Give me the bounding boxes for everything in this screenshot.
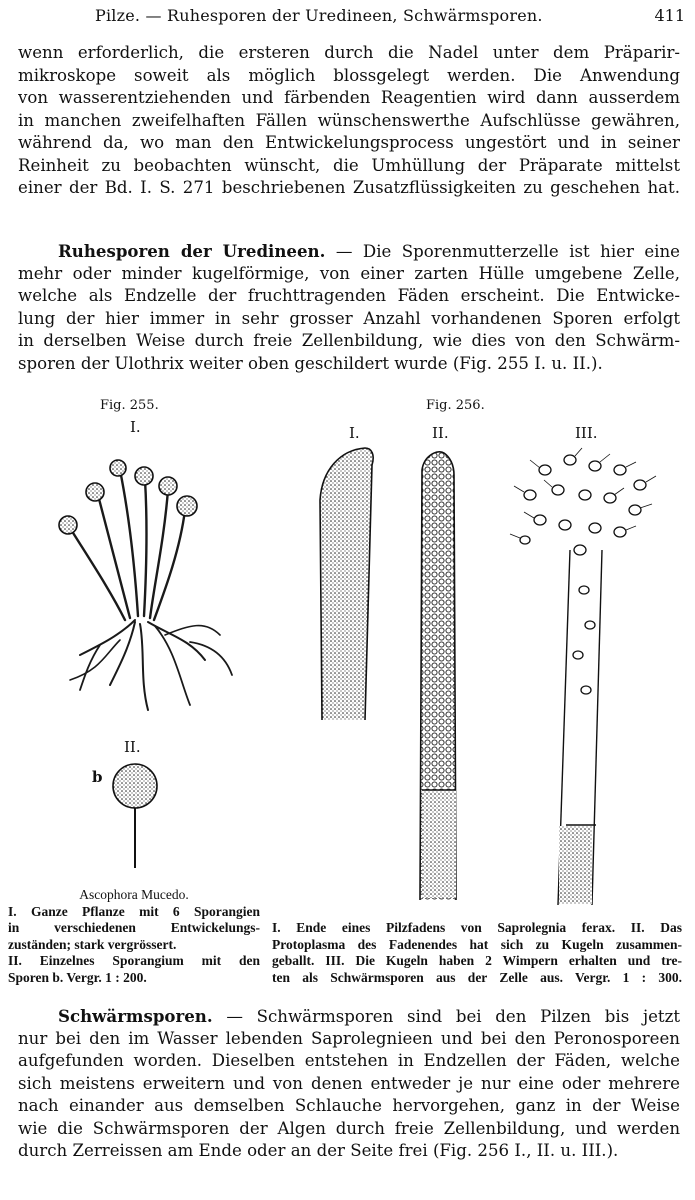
section-heading-ruhesporen: Ruhesporen der Uredineen. xyxy=(58,241,326,261)
fig256-caption xyxy=(272,920,682,986)
fig255-sporangium-drawing xyxy=(105,758,165,878)
text-line: in manchen zweifelhaften Fällen wünschenswerthe Aufschlüsse gewähren, xyxy=(18,110,680,130)
heading-continuation: — Schwärmsporen sind bei den Pilzen bis jetzt xyxy=(212,1007,680,1026)
caption-line: in verschiedenen Entwickelungs- xyxy=(8,920,260,935)
text-line: durch Zerreissen am Ende oder an der Seite frei (Fig. 256 I., II. u. III.). xyxy=(18,1141,619,1160)
caption-line: I. Ende eines Pilzfadens von Saprolegnia ferax. II. Das xyxy=(272,920,682,935)
fig255-plant-drawing xyxy=(40,440,270,740)
text-line: welche als Endzelle der fruchttragenden Fäden erscheint. Die Entwicke- xyxy=(18,286,680,305)
text-line: Reinheit zu beobachten wünscht, die Umhüllung der Präparate mittelst xyxy=(18,155,680,175)
text-line: mehr oder minder kugelförmige, von einer zarten Hülle umgebene Zelle, xyxy=(18,263,680,283)
sporangium-letter-b: b xyxy=(92,768,103,786)
fig255-part1-label: I. xyxy=(130,418,141,436)
text-line: lung der hier immer in sehr grosser Anzahl vorhandenen Sporen erfolgt xyxy=(18,308,680,328)
fig255-part2-label: II. xyxy=(124,738,141,756)
text-line: nach einander aus demselben Schlauche hervorgehen, ganz in der Weise xyxy=(18,1096,680,1115)
ruhesporen-paragraph xyxy=(18,240,680,375)
header-title: Pilze. — Ruhesporen der Uredineen, Schwärmsporen. xyxy=(95,6,543,25)
text-line: sich meistens erweitern und von denen entweder je nur eine oder mehrere xyxy=(18,1073,680,1093)
text-line: einer der Bd. I. S. 271 beschriebenen Zusatzflüssigkeiten zu geschehen hat. xyxy=(18,178,680,197)
caption-line: Ascophora Mucedo. xyxy=(79,887,189,902)
text-line xyxy=(18,240,680,263)
caption-line: I. Ganze Pflanze mit 6 Sporangien xyxy=(8,903,260,919)
text-line: von wasserentziehenden und färbenden Reagentien wird dann ausserdem xyxy=(18,88,680,107)
fig255-label: Fig. 255. xyxy=(100,398,159,413)
fig256-part1-label: I. xyxy=(349,424,360,442)
text-line: wie die Schwärmsporen der Algen durch freie Zellenbildung, und werden xyxy=(18,1118,680,1138)
heading-continuation: — Die Sporenmutterzelle ist hier eine xyxy=(325,242,680,261)
fig256-part1-drawing xyxy=(310,440,390,730)
intro-paragraph xyxy=(18,42,680,200)
page-number: 411 xyxy=(654,6,685,25)
text-line: mikroskope soweit als möglich blossgelegt werden. Die Anwendung xyxy=(18,65,680,85)
fig256-part3-label: III. xyxy=(575,424,598,442)
fig256-label: Fig. 256. xyxy=(426,398,485,413)
caption-line: ten als Schwärmsporen aus der Zelle aus. Vergr. 1 : 300. xyxy=(272,969,682,985)
caption-line: II. Einzelnes Sporangium mit den xyxy=(8,953,260,968)
section-heading-schwaermsporen: Schwärmsporen. xyxy=(58,1006,213,1026)
text-line: wenn erforderlich, die ersteren durch die Nadel unter dem Präparir- xyxy=(18,43,680,62)
caption-line: zuständen; stark vergrössert. xyxy=(8,936,177,952)
text-line: nur bei den im Wasser lebenden Saprolegnieen und bei den Peronosporeen xyxy=(18,1028,680,1048)
fig256-part2-label: II. xyxy=(432,424,449,442)
text-line: sporen der Ulothrix weiter oben geschildert wurde (Fig. 255 I. u. II.). xyxy=(18,353,603,373)
caption-line: Protoplasma des Fadenendes hat sich zu Kugeln zusammen- xyxy=(272,936,682,952)
text-line: in derselben Weise durch freie Zellenbildung, wie dies von den Schwärm- xyxy=(18,331,680,350)
caption-line: Sporen b. Vergr. 1 : 200. xyxy=(8,969,147,985)
schwaermsporen-paragraph xyxy=(18,1005,680,1163)
text-line xyxy=(18,1005,680,1028)
text-line: aufgefunden worden. Dieselben entstehen in Endzellen der Fäden, welche xyxy=(18,1051,680,1070)
caption-line: geballt. III. Die Kugeln haben 2 Wimpern erhalten und tre- xyxy=(272,953,682,968)
fig256-part3-drawing xyxy=(500,440,670,910)
fig256-part2-drawing xyxy=(410,445,470,905)
fig255-caption xyxy=(8,887,260,986)
text-line: während da, wo man den Entwickelungsprocess ungestört und in seiner xyxy=(18,133,680,152)
